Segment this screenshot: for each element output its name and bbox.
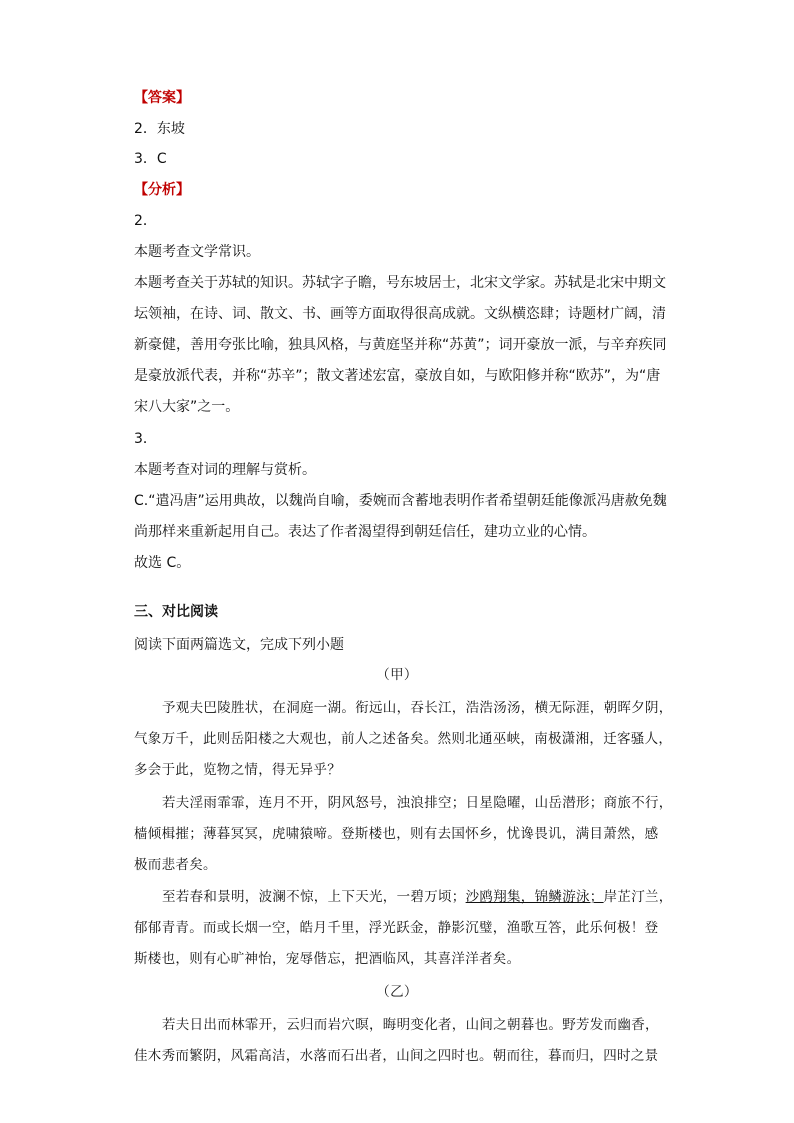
section-instruction: 阅读下面两篇选文，完成下列小题 bbox=[134, 637, 344, 653]
passage-a-line: 斯楼也，则有心旷神怡，宠辱偕忘，把酒临风，其喜洋洋者矣。 bbox=[134, 951, 521, 967]
analysis-q2-line: 本题考查关于苏轼的知识。苏轼字子瞻，号东坡居士，北宋文学家。苏轼是北宋中期文 bbox=[134, 275, 666, 291]
underlined-phrase: 沙鸥翔集，锦鳞游泳； bbox=[465, 889, 604, 905]
passage-a-text: 至若春和景明，波澜不惊，上下天光，一碧万顷； bbox=[162, 889, 466, 905]
section-title: 三、对比阅读 bbox=[134, 604, 218, 620]
passage-a-line: 气象万千，此则岳阳楼之大观也，前人之述备矣。然则北通巫峡，南极潇湘，迁客骚人， bbox=[134, 731, 673, 747]
passage-a-line: 予观夫巴陵胜状，在洞庭一湖。衔远山，吞长江，浩浩汤汤，横无际涯，朝晖夕阴， bbox=[162, 700, 673, 716]
answer-item-2: 2．东坡 bbox=[134, 121, 185, 137]
passage-a-line: 极而悲者矣。 bbox=[134, 857, 217, 873]
answer-header: 【答案】 bbox=[134, 90, 190, 106]
analysis-header: 【分析】 bbox=[134, 182, 190, 198]
passage-b-line: 佳木秀而繁阴，风霜高洁，水落而石出者，山间之四时也。朝而往，暮而归，四时之景 bbox=[134, 1048, 659, 1064]
analysis-q3-line: 尚那样来重新起用自己。表达了作者渴望得到朝廷信任，建功立业的心情。 bbox=[134, 524, 596, 540]
passage-a-line: 郁郁青青。而或长烟一空，皓月千里，浮光跃金，静影沉璧，渔歌互答，此乐何极！登 bbox=[134, 920, 659, 936]
analysis-q2-number: 2． bbox=[134, 213, 157, 229]
analysis-q2-line: 新豪健，善用夸张比喻，独具风格，与黄庭坚并称“苏黄”；词开豪放一派，与辛弃疾同 bbox=[134, 337, 667, 353]
analysis-q2-line: 是豪放派代表，并称“苏辛”；散文著述宏富，豪放自如，与欧阳修并称“欧苏”，为“唐 bbox=[134, 368, 661, 384]
analysis-q2-line: 本题考查文学常识。 bbox=[134, 244, 260, 260]
analysis-q3-line: C.“遣冯唐”运用典故，以魏尚自喻，委婉而含蓄地表明作者希望朝廷能像派冯唐赦免魏 bbox=[134, 493, 667, 509]
analysis-q3-line: 故选 C。 bbox=[134, 555, 191, 571]
passage-a-line: 若夫淫雨霏霏，连月不开，阴风怒号，浊浪排空；日星隐曜，山岳潜形；商旅不行， bbox=[162, 795, 673, 811]
passage-a-paragraph3-first-line bbox=[162, 887, 673, 907]
answer-item-3: 3．C bbox=[134, 151, 167, 167]
analysis-q2-line: 宋八大家”之一。 bbox=[134, 399, 240, 415]
passage-a-label: （甲） bbox=[376, 667, 418, 683]
passage-b-line: 若夫日出而林霏开，云归而岩穴暝，晦明变化者，山间之朝暮也。野芳发而幽香， bbox=[162, 1017, 659, 1033]
analysis-q2-line: 坛领袖，在诗、词、散文、书、画等方面取得很高成就。文纵横恣肆；诗题材广阔，清 bbox=[134, 306, 666, 322]
passage-a-text: 岸芷汀兰， bbox=[603, 889, 673, 905]
analysis-q3-line: 本题考查对词的理解与赏析。 bbox=[134, 462, 316, 478]
passage-a-line: 多会于此，览物之情，得无异乎？ bbox=[134, 762, 341, 778]
passage-b-label: （乙） bbox=[376, 984, 418, 1000]
passage-a-line: 樯倾楫摧；薄暮冥冥，虎啸猿啼。登斯楼也，则有去国怀乡，忧谗畏讥，满目萧然，感 bbox=[134, 826, 659, 842]
analysis-q3-number: 3． bbox=[134, 431, 157, 447]
